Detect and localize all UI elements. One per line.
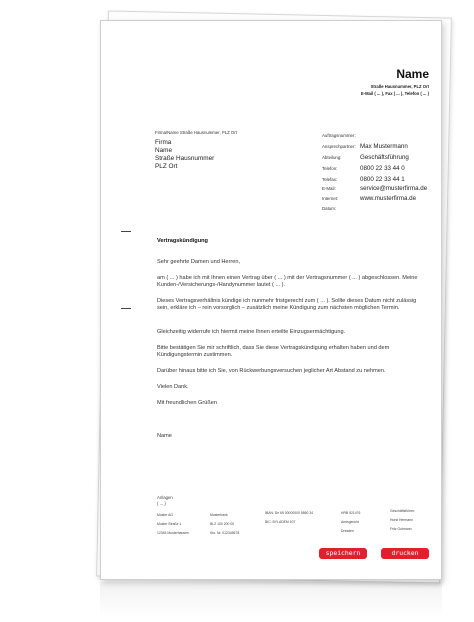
letter-page [100, 20, 442, 580]
info-value-web: www.musterfirma.de [360, 195, 417, 202]
print-button[interactable]: drucken [381, 548, 429, 559]
enclosure-label: Anlagen [157, 495, 173, 500]
return-address: Firma/Name Straße Hausnummer, PLZ Ort [155, 130, 237, 135]
info-label-fax: Telefax: [322, 177, 338, 182]
footer-bank: Musterbank BLZ 100 200 00 Kto. Nr. 012345678 [210, 513, 240, 535]
info-label-department: Abteilung: [322, 155, 342, 160]
footer-iban: IBAN: De 65 00000000 5860 34 BIC: BYLADEM 407 [265, 511, 314, 524]
salutation: Sehr geehrte Damen und Herren, [157, 259, 241, 265]
signature-name: Name [157, 433, 172, 439]
sender-contact: E-Mail ( ... ), Fax ( ... ), Telefon ( ... ) [360, 91, 429, 96]
sender-name: Name [396, 67, 429, 81]
page-reflection [100, 582, 442, 618]
paragraph-termination: Dieses Vertragsverhältnis kündige ich nunmehr fristgerecht zum ( ... ). Sollte dieses Datum nicht zulässig sein, erkläre ich – rein vorsorglich – zusätzlich meine Kündigung zum nächsten möglichen Termin. [157, 298, 417, 312]
paragraph-no-retention: Darüber hinaus bitte ich Sie, von Rückwerbungsversuchen jeglicher Art Abstand zu nehmen. [157, 368, 386, 374]
closing: Mit freundlichen Grüßen [157, 400, 218, 406]
fold-mark [121, 231, 131, 232]
enclosure-value: ( ... ) [157, 501, 166, 506]
info-label-phone: Telefon: [322, 166, 338, 171]
info-value-email: service@musterfirma.de [360, 185, 428, 192]
sender-address: Straße Hausnummer, PLZ Ort [370, 84, 429, 89]
recipient-company: Firma [155, 139, 172, 146]
thanks: Vielen Dank. [157, 384, 189, 390]
recipient-street: Straße Hausnummer [155, 155, 215, 162]
info-value-department: Geschäftsführung [360, 154, 409, 161]
info-label-email: E-Mail: [322, 186, 336, 191]
save-button[interactable]: speichern [319, 548, 367, 559]
recipient-city: PLZ Ort [155, 163, 178, 170]
letter-subject: Vertragskündigung [157, 238, 208, 244]
paragraph-direct-debit: Gleichzeitig widerrufe ich hiermit meine Ihnen erteilte Einzugsermächtigung. [157, 329, 346, 335]
recipient-name: Name [155, 147, 173, 154]
footer-register: HRB 521476 Amtsgericht Dresden [341, 511, 361, 533]
info-label-contact: Ansprechpartner: [322, 144, 356, 149]
punch-mark [121, 308, 131, 309]
footer-company: Muster AG Muster Straße 1 12345 Musterhausen [157, 513, 189, 535]
info-label-order: Auftragsnummer: [322, 133, 356, 138]
footer-management: Geschäftsführer: Horst Hermann Fritz Gutmann [390, 509, 416, 531]
info-value-fax: 0800 22 33 44 1 [360, 176, 405, 183]
info-value-contact: Max Mustermann [360, 143, 408, 150]
info-label-date: Datum: [322, 206, 337, 211]
info-value-phone: 0800 22 33 44 0 [360, 165, 405, 172]
paragraph-contract: am ( ... ) habe ich mit Ihnen einen Vertrag über ( ... ) mit der Vertragsnummer ( ... ) abgeschlossen. Meine Kunden-/Versicherungs-/Handynummer lautet ( ... ). [157, 275, 418, 289]
paragraph-confirmation: Bitte bestätigen Sie mir schriftlich, dass Sie diese Vertragskündigung erhalten haben und dem Kündigungstermin zustimmen. [157, 345, 390, 359]
info-label-web: Internet: [322, 196, 339, 201]
